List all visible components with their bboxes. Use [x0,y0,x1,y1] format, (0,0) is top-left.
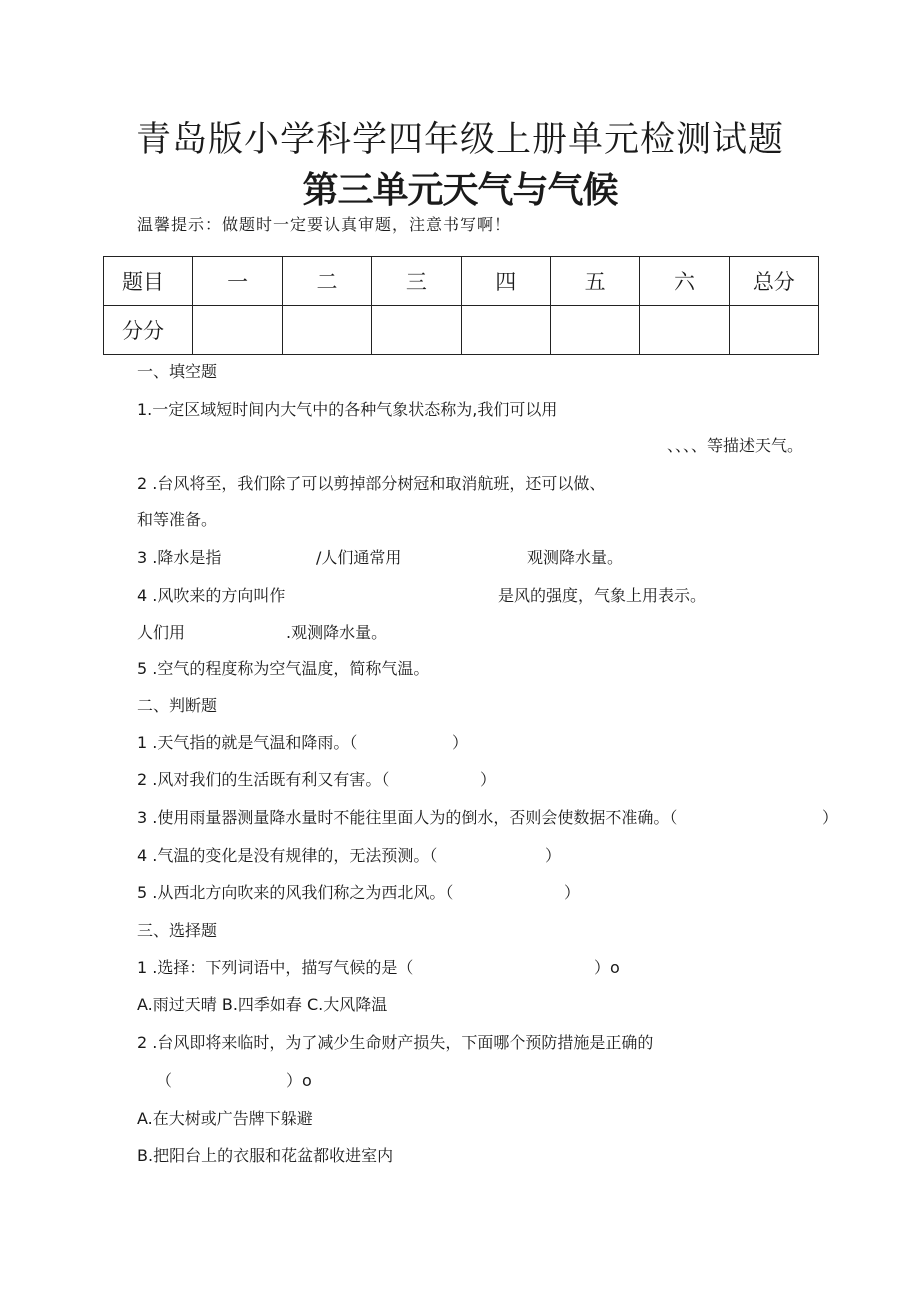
judgement-item: 4 .气温的变化是没有规律的，无法预测。（ [137,846,438,865]
score-cell-blank[interactable] [193,306,282,355]
question-text: 4 .风吹来的方向叫作 [137,586,286,605]
choice-options: A.雨过天晴 B.四季如春 C.大风降温 [137,995,388,1014]
section-heading: 一、填空题 [137,362,218,381]
answer-bracket-close: ） [545,846,562,865]
answer-bracket-close: ） [822,808,839,827]
score-table-header-row [104,257,819,306]
judgement-item: 2 .风对我们的生活既有利又有害。（ [137,770,390,789]
answer-bracket-close: ） [480,770,497,789]
score-cell-blank[interactable] [372,306,461,355]
question-text: 2 .台风将至，我们除了可以剪掉部分树冠和取消航班，还可以做、 [137,474,606,493]
score-cell-blank[interactable] [640,306,729,355]
score-cell-header: 三 [372,257,461,306]
answer-bracket-open: （ [156,1071,173,1090]
document-title: 青岛版小学科学四年级上册单元检测试题 [135,120,784,160]
choice-option: A.在大树或广告牌下躲避 [137,1109,313,1128]
question-text: 观测降水量。 [527,548,624,567]
question-text: 3 .降水是指 [137,548,222,567]
question-text: 和等准备。 [137,510,218,529]
reminder-tip: 温馨提示：做题时一定要认真审题，注意书写啊！ [137,215,512,234]
answer-bracket-close: ）o [594,958,620,977]
choice-option: B.把阳台上的衣服和花盆都收进室内 [137,1146,394,1165]
question-text: 5 .空气的程度称为空气温度，简称气温。 [137,659,430,678]
score-cell-blank[interactable] [461,306,550,355]
section-heading: 三、选择题 [137,921,218,940]
score-cell-blank[interactable] [282,306,371,355]
score-cell-header: 四 [461,257,550,306]
score-cell-header: 总分 [729,257,818,306]
answer-bracket-close: ） [452,733,469,752]
score-table-score-row [104,306,819,355]
score-cell-label: 题目 [104,257,193,306]
answer-bracket-close: ） [564,883,581,902]
question-text: 是风的强度，气象上用表示。 [498,586,707,605]
question-text: 、、、、等描述天气。 [667,436,804,455]
judgement-item: 3 .使用雨量器测量降水量时不能往里面人为的倒水，否则会使数据不准确。（ [137,808,678,827]
score-table [103,256,819,355]
judgement-item: 1 .天气指的就是气温和降雨。（ [137,733,358,752]
question-text: /人们通常用 [316,548,402,567]
score-cell-label: 分分 [104,306,193,355]
score-cell-blank[interactable] [729,306,818,355]
question-text: 人们用 [137,623,186,642]
score-cell-header: 一 [193,257,282,306]
question-text: 1 .选择：下列词语中，描写气候的是（ [137,958,414,977]
section-heading: 二、判断题 [137,696,218,715]
score-cell-header: 二 [282,257,371,306]
question-text: 2 .台风即将来临时，为了减少生命财产损失，下面哪个预防措施是正确的 [137,1033,654,1052]
question-text: 1.一定区域短时间内大气中的各种气象状态称为,我们可以用 [137,400,558,419]
score-cell-header: 五 [550,257,639,306]
question-text: .观测降水量。 [286,623,388,642]
answer-bracket-close: ）o [286,1071,312,1090]
score-cell-header: 六 [640,257,729,306]
score-cell-blank[interactable] [550,306,639,355]
judgement-item: 5 .从西北方向吹来的风我们称之为西北风。（ [137,883,454,902]
unit-title: 第三单元天气与气候 [302,170,618,211]
